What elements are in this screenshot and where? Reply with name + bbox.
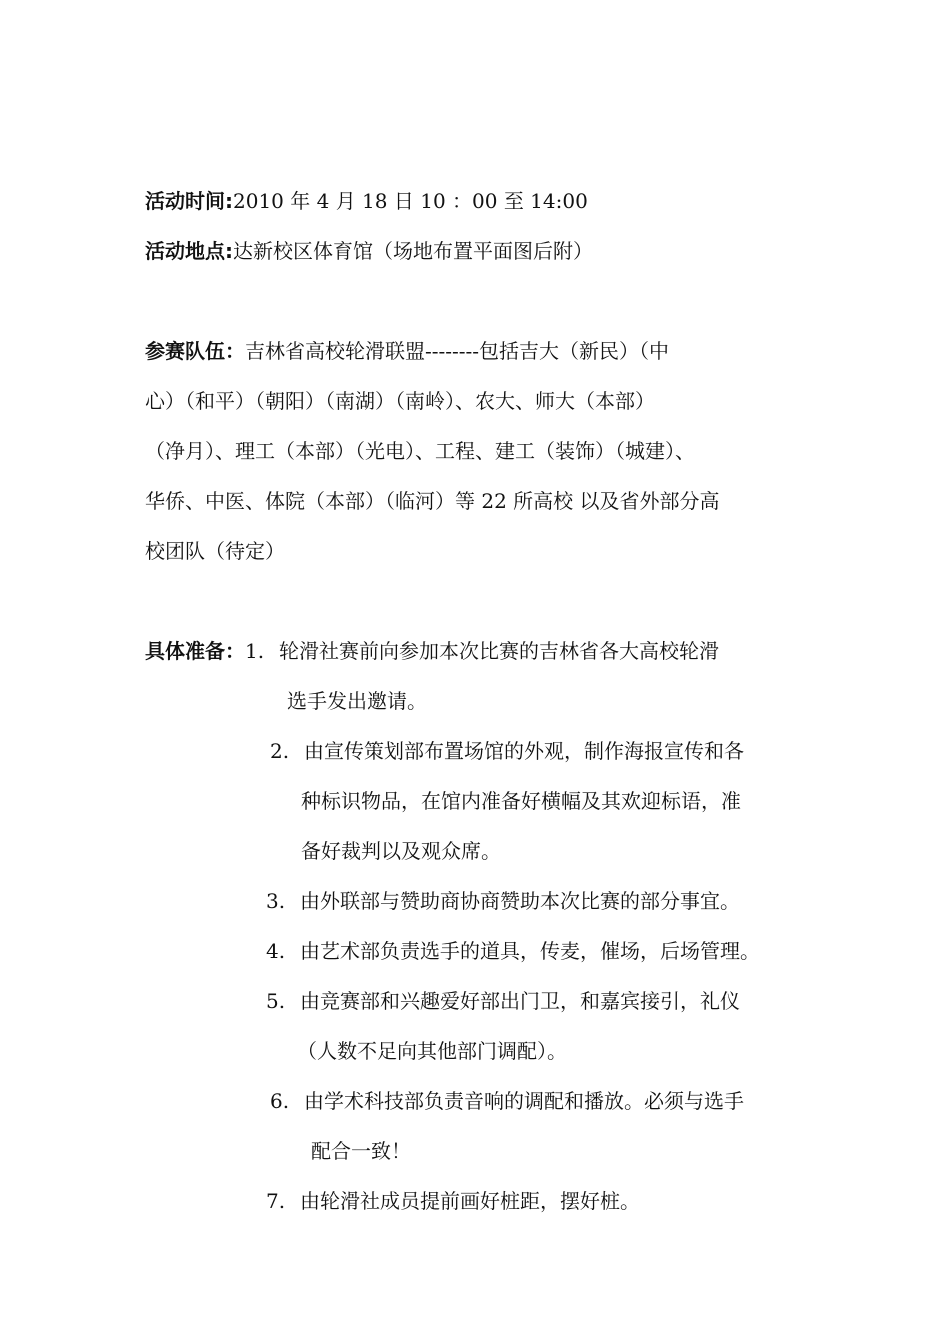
prep-item-6 (270, 1086, 744, 1116)
prep-item-1-cont: 选手发出邀请。 (287, 689, 427, 713)
prep-item-number: 5. (266, 989, 286, 1013)
activity-place-line (145, 236, 593, 266)
prep-item-5 (266, 986, 740, 1016)
activity-time-label: 活动时间: (145, 189, 233, 213)
prep-item-text: 由艺术部负责选手的道具，传麦，催场，后场管理。 (300, 939, 760, 963)
prep-item-4 (266, 936, 760, 966)
teams-line-4: 华侨、中医、体院（本部）（临河）等 22 所高校 以及省外部分高 (145, 489, 720, 513)
activity-time-value: 2010 年 4 月 18 日 10 ：00 至 14:00 (233, 189, 588, 213)
prep-item-text: 由竞赛部和兴趣爱好部出门卫，和嘉宾接引，礼仪 (300, 989, 740, 1013)
prep-item-number: 7. (266, 1189, 286, 1213)
prep-item-text: 由外联部与赞助商协商赞助本次比赛的部分事宜。 (300, 889, 740, 913)
prep-item-7 (266, 1186, 640, 1216)
prep-item-number: 6. (270, 1089, 290, 1113)
prep-item-text: 由轮滑社成员提前画好桩距，摆好桩。 (300, 1189, 640, 1213)
prep-item-number: 4. (266, 939, 286, 963)
activity-place-value: 达新校区体育馆（场地布置平面图后附） (233, 239, 593, 263)
teams-line-2: 心）（和平）（朝阳）（南湖）（南岭）、农大、师大（本部） (145, 389, 655, 413)
prep-item-5-cont: （人数不足向其他部门调配）。 (297, 1039, 567, 1063)
teams-line-5: 校团队（待定） (145, 539, 285, 563)
prep-item-number: 1. (245, 639, 265, 663)
activity-place-label: 活动地点: (145, 239, 233, 263)
preparation-label: 具体准备： (145, 639, 245, 663)
prep-item-2-cont-2: 备好裁判以及观众席。 (301, 839, 501, 863)
teams-line-3: （净月）、理工（本部）（光电）、工程、建工（装饰）（城建）、 (145, 439, 695, 463)
prep-item-text: 由宣传策划部布置场馆的外观，制作海报宣传和各 (304, 739, 744, 763)
teams-label: 参赛队伍： (145, 339, 245, 363)
teams-text-1: 吉林省高校轮滑联盟--------包括吉大（新民）（中 (245, 339, 670, 363)
prep-item-2 (270, 736, 744, 766)
activity-time-line (145, 186, 588, 216)
teams-line-1 (145, 336, 669, 366)
prep-item-text: 轮滑社赛前向参加本次比赛的吉林省各大高校轮滑 (279, 639, 719, 663)
prep-item-3 (266, 886, 740, 916)
prep-item-1 (145, 636, 719, 666)
prep-item-number: 3. (266, 889, 286, 913)
prep-item-text: 由学术科技部负责音响的调配和播放。必须与选手 (304, 1089, 744, 1113)
prep-item-number: 2. (270, 739, 290, 763)
prep-item-6-cont: 配合一致！ (311, 1139, 411, 1163)
prep-item-2-cont-1: 种标识物品，在馆内准备好横幅及其欢迎标语，准 (301, 789, 741, 813)
